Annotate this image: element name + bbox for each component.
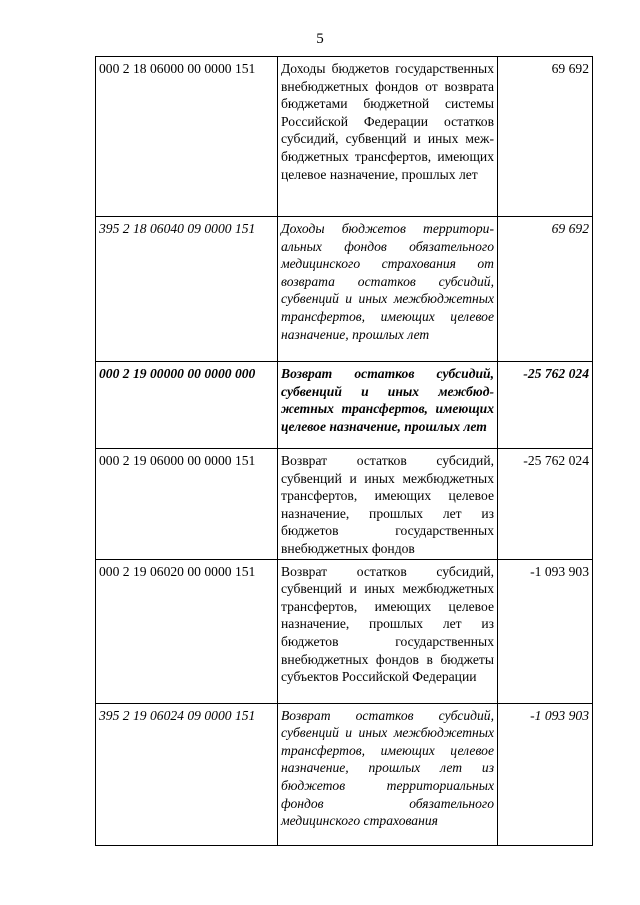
budget-code-cell: 000 2 19 06020 00 0000 151 [96, 559, 278, 703]
table-row [96, 449, 593, 560]
amount-cell: 69 692 [498, 57, 593, 217]
amount-cell: -1 093 903 [498, 703, 593, 845]
budget-name-cell: Возврат остатков субсидий, субвенций и иных межбюджетных трансфертов, имеющих целевое назначение, прошлых лет из бюджетов территориальных фондов обязательного медицинского страхования [278, 703, 498, 845]
budget-name-cell: Возврат остатков субсидий, субвенций и иных межбюджетных трансфертов, имеющих целевое назначение, прошлых лет из бюджетов государственных внебюджетных фондов [278, 449, 498, 560]
budget-code-cell: 000 2 19 00000 00 0000 000 [96, 362, 278, 449]
table-row [96, 217, 593, 362]
amount-cell: -25 762 024 [498, 449, 593, 560]
budget-code-cell: 395 2 18 06040 09 0000 151 [96, 217, 278, 362]
budget-name-cell: Возврат остатков субсидий, субвенций и иных межбюджетных трансфертов, имеющих целевое назначение, прошлых лет из бюджетов государственных внебюджетных фондов в бюджеты субъектов Российской Федерации [278, 559, 498, 703]
amount-cell: -25 762 024 [498, 362, 593, 449]
table-row [96, 362, 593, 449]
budget-name-cell: Возврат остатков субсидий, субвенций и иных межбюджетных трансфертов, имеющих целевое назначение, прошлых лет [278, 362, 498, 449]
budget-name-cell: Доходы бюджетов территориальных фондов обязательного медицинского страхования от возврата остатков субсидий, субвенций и иных межбюджетных трансфертов, имеющих целевое назначение, прошлых лет [278, 217, 498, 362]
budget-name-cell: Доходы бюджетов государственных внебюджетных фондов от возврата бюджетами бюджетной системы Российской Федерации остатков субсидий, субвенций и иных межбюджетных трансфертов, имеющих целевое назначение, прошлых лет [278, 57, 498, 217]
budget-table [95, 56, 593, 846]
budget-code-cell: 000 2 19 06000 00 0000 151 [96, 449, 278, 560]
table-row [96, 559, 593, 703]
table-row [96, 57, 593, 217]
table-row [96, 703, 593, 845]
budget-code-cell: 395 2 19 06024 09 0000 151 [96, 703, 278, 845]
amount-cell: -1 093 903 [498, 559, 593, 703]
page-number: 5 [316, 31, 324, 47]
amount-cell: 69 692 [498, 217, 593, 362]
budget-code-cell: 000 2 18 06000 00 0000 151 [96, 57, 278, 217]
